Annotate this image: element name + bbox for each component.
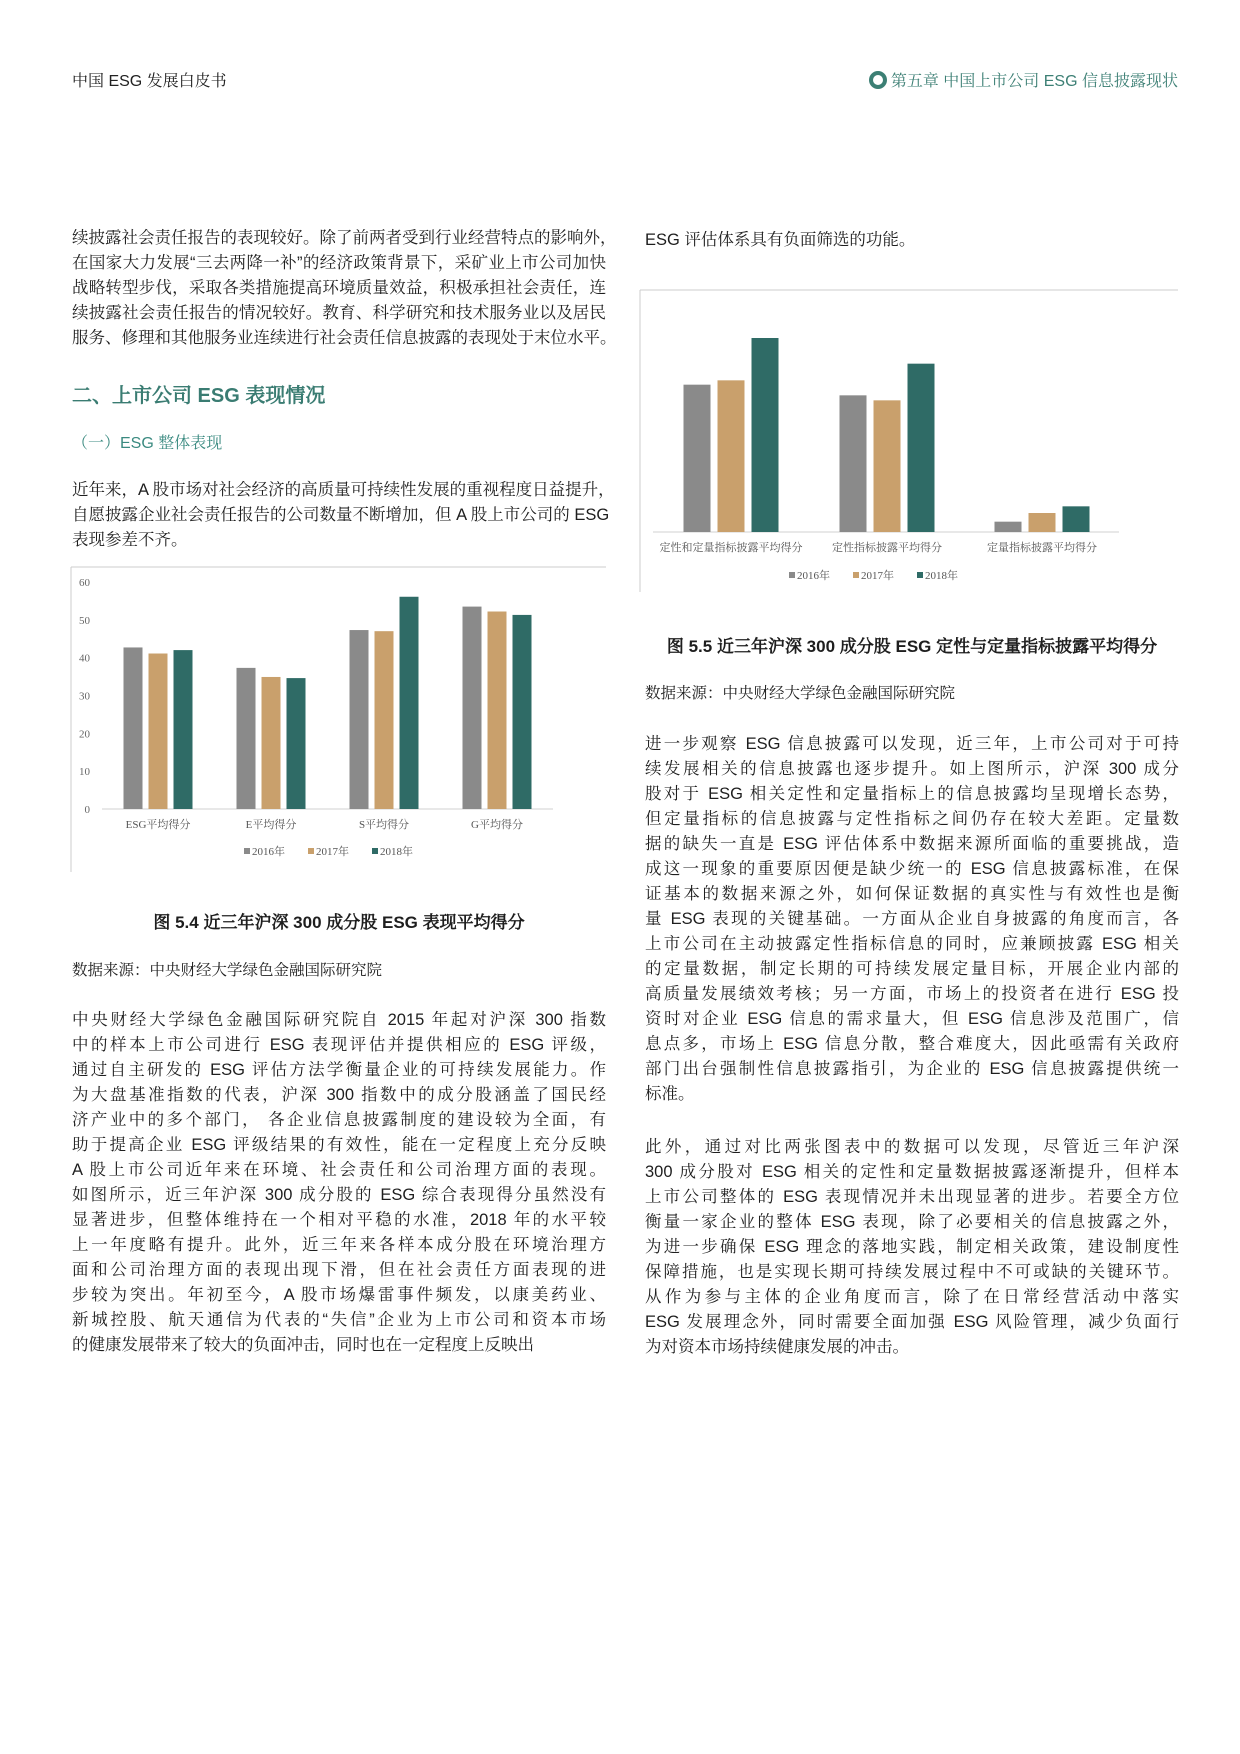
text-line: 通过自主研发的 ESG 评估方法学衡量企业的可持续发展能力。作 xyxy=(72,1061,606,1079)
bar-2016年 xyxy=(840,395,867,532)
text-line: 量 ESG 表现的关键基础。一方面从企业自身披露的角度而言，各 xyxy=(645,910,1179,928)
y-tick-label: 0 xyxy=(84,804,90,816)
right-paragraph-1 xyxy=(645,732,1179,1107)
text-line: 助于提高企业 ESG 评级结果的有效性，能在一定程度上充分反映 xyxy=(72,1136,606,1154)
bar-2017年 xyxy=(375,631,394,809)
running-header-title: 中国 ESG 发展白皮书 xyxy=(72,73,227,90)
bar-2018年 xyxy=(174,650,193,809)
text-line: 保障措施，也是实现长期可持续发展过程中不可或缺的关键环节。 xyxy=(645,1263,1179,1281)
text-line: 如图所示，近三年沪深 300 成分股的 ESG 综合表现得分虽然没有 xyxy=(72,1186,606,1204)
legend-label: 2018年 xyxy=(925,570,958,582)
text-line: 续披露社会责任报告的表现较好。除了前两者受到行业经营特点的影响外， xyxy=(72,229,617,247)
figure-5-5-caption: 图 5.5 近三年沪深 300 成分股 ESG 定性与定量指标披露平均得分 xyxy=(666,637,1158,656)
bar-2016年 xyxy=(995,522,1022,532)
text-line: 表现参差不齐。 xyxy=(72,531,188,549)
category-label: 定性和定量指标披露平均得分 xyxy=(659,542,803,554)
bar-2016年 xyxy=(237,668,256,809)
bar-2016年 xyxy=(124,647,143,809)
legend-swatch xyxy=(789,572,795,578)
y-tick-label: 40 xyxy=(79,652,90,665)
text-line: 显著进步，但整体维持在一个相对平稳的水准，2018 年的水平较 xyxy=(72,1211,606,1229)
bar-2018年 xyxy=(908,364,935,532)
bar-2017年 xyxy=(488,612,507,809)
text-line: 为进一步确保 ESG 理念的落地实践，制定相关政策，建设制度性 xyxy=(645,1238,1179,1256)
legend-swatch xyxy=(308,848,314,854)
text-line: ESG 评估体系具有负面筛选的功能。 xyxy=(645,231,916,249)
text-line: 为大盘基准指数的代表，沪深 300 指数中的成分股涵盖了国民经 xyxy=(72,1086,606,1104)
text-line: 战略转型步伐，采取各类措施提高环境质量效益，积极承担社会责任，连 xyxy=(72,279,606,297)
category-label: 定性指标披露平均得分 xyxy=(832,542,942,554)
category-label: 定量指标披露平均得分 xyxy=(987,542,1097,554)
figure-5-5-source: 数据来源：中央财经大学绿色金融国际研究院 xyxy=(645,685,956,702)
chapter-title: 第五章 中国上市公司 ESG 信息披露现状 xyxy=(890,73,1178,90)
text-line: 但定量指标的信息披露与定性指标之间仍存在较大差距。定量数 xyxy=(645,810,1179,828)
text-line: A 股上市公司近年来在环境、社会责任和公司治理方面的表现。 xyxy=(72,1161,606,1179)
text-line: 济产业中的多个部门， 各企业信息披露制度的建设较为全面，有 xyxy=(72,1111,606,1129)
text-line: 标准。 xyxy=(645,1085,695,1103)
category-label: S平均得分 xyxy=(358,819,410,831)
bar-2016年 xyxy=(684,385,711,532)
text-line: 上一年度略有提升。此外，近三年来各样本成分股在环境治理方 xyxy=(72,1236,606,1254)
text-line: 近年来，A 股市场对社会经济的高质量可持续性发展的重视程度日益提升， xyxy=(72,481,615,499)
text-line: 的健康发展带来了较大的负面冲击，同时也在一定程度上反映出 xyxy=(72,1336,534,1354)
bar-2016年 xyxy=(463,607,482,809)
legend-swatch xyxy=(853,572,859,578)
text-line: 此外，通过对比两张图表中的数据可以发现，尽管近三年沪深 xyxy=(645,1138,1179,1156)
text-line: 部门出台强制性信息披露指引，为企业的 ESG 信息披露提供统一 xyxy=(645,1060,1179,1078)
legend-label: 2017年 xyxy=(861,570,894,582)
bar-2018年 xyxy=(400,597,419,809)
text-line: 上市公司在主动披露定性指标信息的同时，应兼顾披露 ESG 相关 xyxy=(645,935,1179,953)
text-line: 面和公司治理方面的表现出现下滑，但在社会责任方面表现的进 xyxy=(72,1261,606,1279)
text-line: 上市公司整体的 ESG 表现情况并未出现显著的进步。若要全方位 xyxy=(645,1188,1179,1206)
text-line: 进一步观察 ESG 信息披露可以发现，近三年，上市公司对于可持 xyxy=(645,735,1179,753)
text-line: 300 成分股对 ESG 相关的定性和定量数据披露逐渐提升，但样本 xyxy=(645,1163,1179,1181)
text-line: 中央财经大学绿色金融国际研究院自 2015 年起对沪深 300 指数 xyxy=(72,1011,606,1029)
text-line: 续披露社会责任报告的情况较好。教育、科学研究和技术服务业以及居民 xyxy=(72,304,606,322)
text-line: 自愿披露企业社会责任报告的公司数量不断增加，但 A 股上市公司的 ESG xyxy=(72,506,610,524)
y-tick-label: 60 xyxy=(79,577,90,589)
y-tick-label: 20 xyxy=(79,728,90,741)
category-label: E平均得分 xyxy=(245,819,297,831)
legend-label: 2016年 xyxy=(797,570,830,582)
text-line: 在国家大力发展“三去两降一补”的经济政策背景下，采矿业上市公司加快 xyxy=(72,254,606,272)
text-line: ESG 发展理念外，同时需要全面加强 ESG 风险管理，减少负面行 xyxy=(645,1313,1179,1331)
bar-2018年 xyxy=(287,678,306,809)
legend-swatch xyxy=(372,848,378,854)
legend-label: 2016年 xyxy=(252,846,285,858)
y-tick-label: 30 xyxy=(79,690,90,703)
text-line: 衡量一家企业的整体 ESG 表现，除了必要相关的信息披露之外， xyxy=(645,1213,1179,1231)
left-paragraph-3 xyxy=(72,1008,606,1358)
bar-2018年 xyxy=(1063,506,1090,532)
text-line: 股对于 ESG 相关定性和定量指标上的信息披露均呈现增长态势， xyxy=(645,785,1179,803)
figure-5-4-caption: 图 5.4 近三年沪深 300 成分股 ESG 表现平均得分 xyxy=(153,913,525,932)
category-label: G平均得分 xyxy=(471,819,523,831)
bar-2018年 xyxy=(752,338,779,532)
y-tick-label: 10 xyxy=(79,766,90,779)
text-line: 步较为突出。年初至今，A 股市场爆雷事件频发，以康美药业、 xyxy=(72,1286,606,1304)
bar-2017年 xyxy=(262,677,281,809)
text-line: 新城控股、航天通信为代表的“失信”企业为上市公司和资本市场 xyxy=(72,1311,606,1329)
right-paragraph-2 xyxy=(645,1135,1179,1360)
text-line: 息点多，市场上 ESG 信息分散，整合难度大，因此亟需有关政府 xyxy=(645,1035,1179,1053)
y-tick-label: 50 xyxy=(79,614,90,627)
bar-2017年 xyxy=(1029,513,1056,532)
bar-2017年 xyxy=(718,380,745,532)
legend-label: 2017年 xyxy=(316,846,349,858)
subsection-heading: （一）ESG 整体表现 xyxy=(72,435,223,452)
category-label: ESG平均得分 xyxy=(125,819,191,831)
text-line: 续发展相关的信息披露也逐步提升。如上图所示，沪深 300 成分 xyxy=(645,760,1179,778)
text-line: 服务、修理和其他服务业连续进行社会责任信息披露的表现处于末位水平。 xyxy=(72,329,617,347)
figure-5-4-source: 数据来源：中央财经大学绿色金融国际研究院 xyxy=(72,962,383,979)
text-line: 的定量数据，制定长期的可持续发展定量目标，开展企业内部的 xyxy=(645,960,1179,978)
text-line: 资时对企业 ESG 信息的需求量大，但 ESG 信息涉及范围广，信 xyxy=(645,1010,1179,1028)
text-line: 成这一现象的重要原因便是缺少统一的 ESG 信息披露标准，在保 xyxy=(645,860,1179,878)
bar-2017年 xyxy=(149,654,168,809)
bar-2016年 xyxy=(350,630,369,809)
text-line: 为对资本市场持续健康发展的冲击。 xyxy=(645,1338,909,1356)
text-line: 从作为参与主体的企业角度而言，除了在日常经营活动中落实 xyxy=(645,1288,1179,1306)
legend-swatch xyxy=(244,848,250,854)
section-heading: 二、上市公司 ESG 表现情况 xyxy=(72,385,326,407)
bar-2017年 xyxy=(874,400,901,532)
text-line: 据的缺失一直是 ESG 评估体系中数据来源所面临的重要挑战，造 xyxy=(645,835,1179,853)
text-line: 证基本的数据来源之外，如何保证数据的真实性与有效性也是衡 xyxy=(645,885,1179,903)
text-line: 中的样本上市公司进行 ESG 表现评估并提供相应的 ESG 评级， xyxy=(72,1036,606,1054)
legend-label: 2018年 xyxy=(380,846,413,858)
text-line: 高质量发展绩效考核；另一方面，市场上的投资者在进行 ESG 投 xyxy=(645,985,1179,1003)
legend-swatch xyxy=(917,572,923,578)
right-paragraph-0 xyxy=(645,228,1179,253)
bar-2018年 xyxy=(513,615,532,809)
